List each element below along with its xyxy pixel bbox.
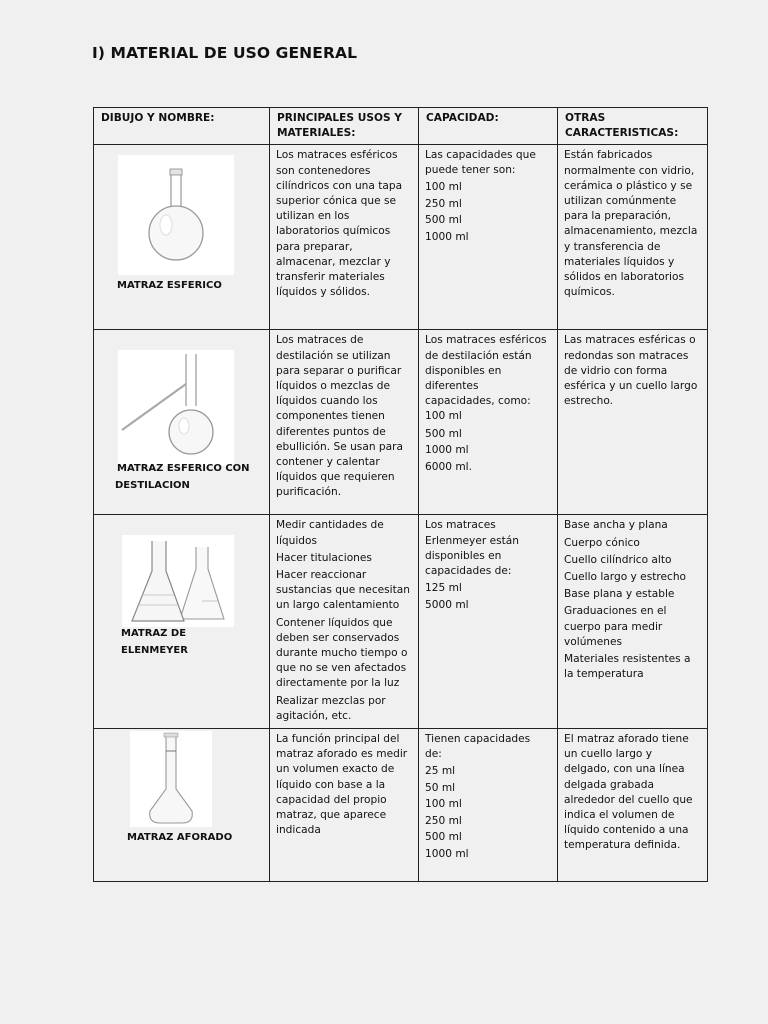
drawing-cell (94, 729, 270, 882)
otras-cell (558, 145, 708, 330)
table-row (94, 145, 708, 330)
table-header-row (94, 108, 708, 145)
capacidad-line: 1000 ml (425, 444, 469, 457)
usos-line: Contener líquidos que deben ser conservados durante mucho tiempo o que no se ven afectados directamente por la luz (276, 616, 408, 690)
capacidad-line: 100 ml (425, 181, 462, 194)
otras-line: Cuello largo y estrecho (564, 571, 687, 584)
capacidad-cell (419, 330, 558, 515)
header-cell (94, 108, 270, 145)
usos-cell (270, 145, 419, 330)
usos-text: Los matraces esféricos son contenedores cilíndricos con una tapa superior cónica que se utilizan en los laboratorios químicos para preparar, almacenar, mezclar y transferir materiales líquidos y sólidos. (276, 149, 403, 299)
capacidad-line: Tienen capacidades de: (425, 733, 531, 761)
otras-line: Graduaciones en el cuerpo para medir volúmenes (564, 605, 667, 648)
otras-cell (558, 330, 708, 515)
drawing-cell (94, 515, 270, 729)
capacidad-line: 500 ml (425, 214, 462, 227)
capacidad-cell (419, 729, 558, 882)
volumetric-flask-icon (130, 731, 212, 827)
capacidad-line: 100 ml (425, 798, 462, 811)
capacidad-line: 500 ml (425, 427, 462, 440)
round-bottom-flask-icon (118, 155, 234, 275)
capacidad-line: 6000 ml. (425, 460, 472, 473)
capacidad-cell (419, 145, 558, 330)
table-row (94, 515, 708, 729)
otras-line: Materiales resistentes a la temperatura (564, 653, 691, 681)
table-row (94, 729, 708, 882)
usos-line: Realizar mezclas por agitación, etc. (276, 694, 386, 722)
drawing-cell (94, 330, 270, 515)
instrument-name-line2: ELENMEYER (121, 645, 188, 657)
usos-cell (270, 729, 419, 882)
otras-cell (558, 729, 708, 882)
otras-text: Las matraces esféricas o redondas son matraces de vidrio con forma esférica y un cuello largo estrecho. (564, 334, 698, 408)
usos-text: La función principal del matraz aforado es medir un volumen exacto de líquido con base a la capacidad del propio matraz, que aparece indicada (276, 733, 408, 837)
capacidad-line: 500 ml (425, 831, 462, 844)
header-usos: PRINCIPALES USOS Y MATERIALES: (277, 112, 402, 140)
capacidad-line: 250 ml (425, 814, 462, 827)
otras-line: Cuello cilíndrico alto (564, 553, 672, 566)
otras-cell (558, 515, 708, 729)
otras-line: Cuerpo cónico (564, 536, 640, 549)
otras-line: Base ancha y plana (564, 519, 668, 532)
header-capacidad: CAPACIDAD: (426, 112, 499, 124)
capacidad-line: Las capacidades que puede tener son: (425, 149, 536, 177)
usos-text: Los matraces de destilación se utilizan para separar o purificar líquidos o mezclas de líquidos cuando los componentes tienen diferentes puntos de ebullición. Se usan para contener y calentar líquidos que requieren purificación. (276, 334, 403, 499)
otras-line: Base plana y estable (564, 588, 675, 601)
header-cell (419, 108, 558, 145)
distillation-flask-icon (118, 350, 234, 466)
page-title: I) MATERIAL DE USO GENERAL (92, 44, 358, 62)
capacidad-line: 50 ml (425, 781, 456, 794)
instrument-name: MATRAZ AFORADO (127, 832, 233, 844)
instrument-name: MATRAZ ESFERICO (117, 280, 222, 292)
instrument-name-line1: MATRAZ ESFERICO CON (117, 463, 250, 475)
usos-cell (270, 330, 419, 515)
header-cell (558, 108, 708, 145)
capacidad-cell (419, 515, 558, 729)
capacidad-line: Los matraces esféricos de destilación están disponibles en diferentes capacidades, como: 100 ml (425, 334, 547, 423)
header-dibujo: DIBUJO Y NOMBRE: (101, 112, 215, 124)
otras-text: El matraz aforado tiene un cuello largo y delgado, con una línea delgada grabada alrededor del cuello que indica el volumen de líquido contenido a una temperatura definida. (564, 733, 693, 852)
usos-line: Hacer reaccionar sustancias que necesitan un largo calentamiento (276, 569, 410, 612)
capacidad-line: 25 ml (425, 765, 456, 778)
usos-cell (270, 515, 419, 729)
instrument-name-line1: MATRAZ DE (121, 628, 187, 640)
drawing-cell (94, 145, 270, 330)
header-cell (270, 108, 419, 145)
materials-table (93, 107, 708, 882)
instrument-name-line2: DESTILACION (115, 480, 190, 492)
usos-line: Medir cantidades de líquidos (276, 519, 384, 547)
capacidad-line: 1000 ml (425, 847, 469, 860)
capacidad-line: 5000 ml (425, 598, 469, 611)
erlenmeyer-flasks-icon (122, 535, 234, 627)
header-otras: OTRAS CARACTERISTICAS: (565, 112, 679, 140)
otras-text: Están fabricados normalmente con vidrio, cerámica o plástico y se utilizan comúnmente para la preparación, almacenamiento, mezcla y transferencia de materiales líquidos y sólidos en laboratorios químicos. (564, 149, 698, 299)
usos-line: Hacer titulaciones (276, 551, 372, 564)
capacidad-line: 125 ml (425, 582, 462, 595)
capacidad-line: 1000 ml (425, 230, 469, 243)
capacidad-line: Los matraces Erlenmeyer están disponibles en capacidades de: (425, 519, 519, 578)
capacidad-line: 250 ml (425, 197, 462, 210)
table-row (94, 330, 708, 515)
